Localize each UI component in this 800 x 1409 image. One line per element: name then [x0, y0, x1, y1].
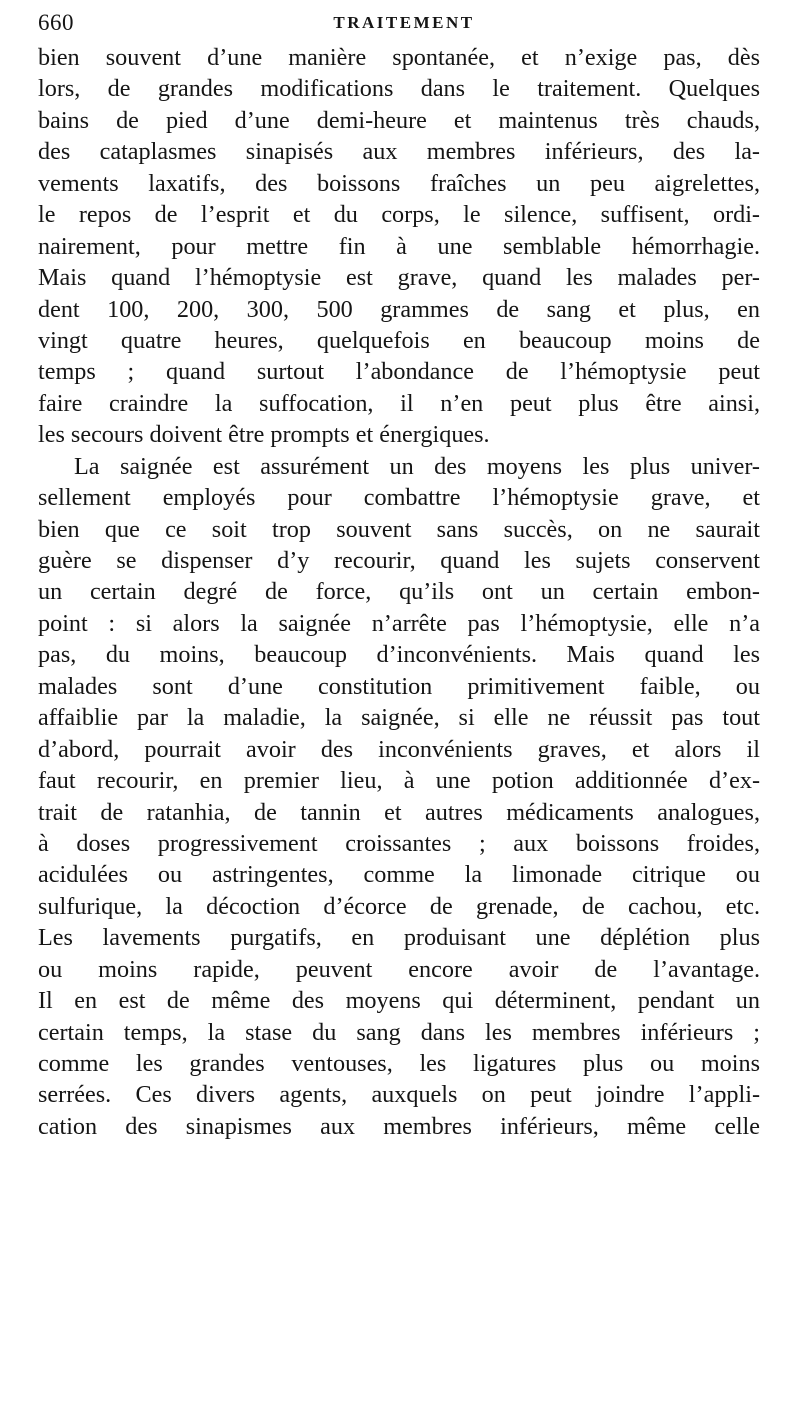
text-line: temps ; quand surtout l’abondance de l’hémoptysie peut — [38, 358, 760, 386]
text-line: serrées. Ces divers agents, auxquels on peut joindre l’appli- — [38, 1081, 760, 1109]
text-line: le repos de l’esprit et du corps, le silence, suffisent, ordi- — [38, 201, 760, 229]
text-line: certain temps, la stase du sang dans les membres inférieurs ; — [38, 1018, 760, 1046]
text-line: point : si alors la saignée n’arrête pas l’hémoptysie, elle n’a — [38, 609, 760, 637]
text-line: trait de ratanhia, de tannin et autres médicaments analogues, — [38, 798, 760, 826]
text-line: malades sont d’une constitution primitivement faible, ou — [38, 672, 760, 700]
text-line: vingt quatre heures, quelquefois en beaucoup moins de — [38, 326, 760, 354]
text-line: cation des sinapismes aux membres inférieurs, même celle — [38, 1112, 760, 1140]
text-line: sulfurique, la décoction d’écorce de grenade, de cachou, etc. — [38, 892, 760, 920]
text-line: comme les grandes ventouses, les ligatures plus ou moins — [38, 1050, 760, 1077]
text-line: à doses progressivement croissantes ; aux boissons froides, — [38, 829, 760, 857]
text-line: nairement, pour mettre fin à une semblable hémorrhagie. — [38, 232, 760, 260]
text-line: vements laxatifs, des boissons fraîches un peu aigrelettes, — [38, 169, 760, 197]
text-line: ou moins rapide, peuvent encore avoir de l’avantage. — [38, 955, 760, 983]
running-head — [38, 10, 758, 40]
text-line: un certain degré de force, qu’ils ont un certain embon- — [38, 578, 760, 606]
text-line: Il en est de même des moyens qui déterminent, pendant un — [38, 987, 760, 1015]
paragraph-end-line: les secours doivent être prompts et énergiques. — [38, 421, 490, 449]
text-line: bien que ce soit trop souvent sans succès, on ne saurait — [38, 515, 760, 543]
text-line: Mais quand l’hémoptysie est grave, quand les malades per- — [38, 264, 760, 292]
text-line: lors, de grandes modifications dans le traitement. Quelques — [38, 75, 760, 103]
text-line: des cataplasmes sinapisés aux membres inférieurs, des la- — [38, 138, 760, 166]
text-line: faire craindre la suffocation, il n’en peut plus être ainsi, — [38, 389, 760, 417]
body-text — [38, 42, 760, 1142]
paragraph-start-line: La saignée est assurément un des moyens les plus univer- — [74, 452, 760, 480]
text-line: pas, du moins, beaucoup d’inconvénients. Mais quand les — [38, 641, 760, 669]
text-line: acidulées ou astringentes, comme la limonade citrique ou — [38, 861, 760, 889]
running-title: TRAITEMENT — [333, 13, 475, 32]
text-line: faut recourir, en premier lieu, à une potion additionnée d’ex- — [38, 767, 760, 795]
text-line: bains de pied d’une demi-heure et maintenus très chauds, — [38, 106, 760, 134]
text-line: dent 100, 200, 300, 500 grammes de sang et plus, en — [38, 295, 760, 323]
text-line: guère se dispenser d’y recourir, quand les sujets conservent — [38, 547, 760, 574]
text-line: Les lavements purgatifs, en produisant une déplétion plus — [38, 924, 760, 952]
text-line: sellement employés pour combattre l’hémoptysie grave, et — [38, 484, 760, 512]
page-number: 660 — [38, 10, 74, 35]
text-line: bien souvent d’une manière spontanée, et n’exige pas, dès — [38, 44, 760, 71]
text-line: affaiblie par la maladie, la saignée, si elle ne réussit pas tout — [38, 704, 760, 732]
text-line: d’abord, pourrait avoir des inconvénients graves, et alors il — [38, 735, 760, 763]
